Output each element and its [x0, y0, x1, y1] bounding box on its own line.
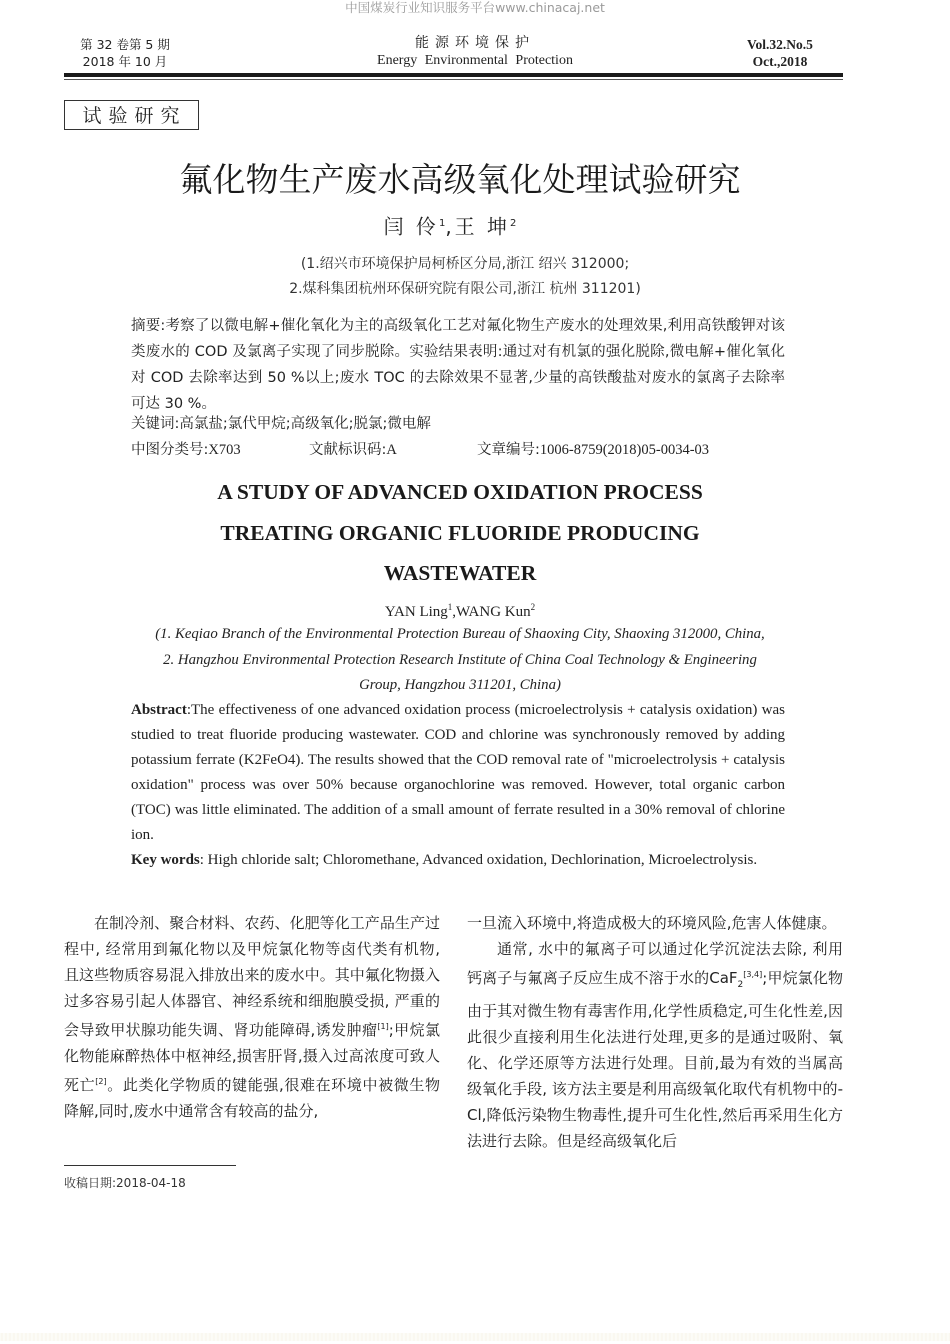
article-number — [477, 438, 709, 463]
doc-label: 文献标识码: — [309, 442, 387, 458]
body-text: ;甲烷氯化物由于其对微生物有毒害作用,化学性质稳定,可生化性差,因此很少直接利用生化法进行处理,更多的是通过吸附、氧化、化学还原等方法进行处理。目前,最为有效的当属高级氧化手段, 该方法主要是利用高级氧化取代有机物中的-Cl,降低污染物生物毒性,提升可生化性,然后再采用生化方法进行去除。但是经高级氧化后 — [467, 969, 844, 1150]
title-en-line: TREATING ORGANIC FLUORIDE PRODUCING — [220, 520, 700, 545]
affiliations-en: (1. Keqiao Branch of the Environmental Protection Bureau of Shaoxing City, Shaoxing 312000, China, 2. Hangzhou Environmental Protection Research Institute of China Coal Technology & Engineering Group, Hangzhou 311201, China) — [155, 626, 765, 693]
title-en-line: A STUDY OF ADVANCED OXIDATION PROCESS — [217, 480, 703, 504]
affiliation-line: (1.绍兴市环境保护局柯桥区分局,浙江 绍兴 312000; — [300, 256, 630, 272]
journal-name-en: Energy Environmental Protection — [377, 53, 573, 68]
authors-cn: 闫 伶$^1$,王 坤$^2$ — [383, 214, 517, 239]
keywords-en-label: Key words — [131, 852, 200, 868]
clc-label: 中图分类号: — [131, 442, 209, 458]
abstract-cn-text: 考察了以微电解+催化氧化为主的高级氧化工艺对氟化物生产废水的处理效果,利用高铁酸钾对该类废水的 COD 及氯离子实现了同步脱除。实验结果表明:通过对有机氯的强化脱除,微电解+催化氧化对 COD 去除率达到 50 %以上;废水 TOC 的去除效果不显著,少量的高铁酸盐对废水的氯离子去除率可达 30 %。 — [131, 318, 785, 412]
body-column-right — [467, 910, 843, 1154]
citation-ref[interactable]: [3,4] — [743, 970, 763, 979]
keywords-cn-text: 高氯盐;氯代甲烷;高级氧化;脱氯;微电解 — [179, 416, 431, 432]
author-name: 闫 伶 — [383, 214, 439, 239]
header-rule-thick — [64, 73, 843, 77]
clc-number — [131, 438, 241, 463]
abstract-en-text: :The effectiveness of one advanced oxidation process (microelectrolysis + catalysis oxidation) was studied to treat fluoride producing wastewater. COD and chlorine was synchronously removed by adding potassium ferrate (K2FeO4). The results showed that the COD removal rate of "microelectrolysis + catalysis oxidation" process was over 50% because organochlorine was removed. However, total organic carbon (TOC) was little eliminated. The addition of a small amount of ferrate resulted in a 30% removal of chlorine ion. — [131, 702, 785, 843]
author-affil-sup: 1 — [438, 218, 446, 229]
keywords-cn-label: 关键词: — [131, 416, 180, 432]
volume-cn: 第 32 卷第 5 期 — [80, 37, 170, 52]
author-affil-sup: 2 — [530, 602, 536, 612]
body-text: 在制冷剂、聚合材料、农药、化肥等化工产品生产过程中, 经常用到氟化物以及甲烷氯化物等卤代类有机物, 且这些物质容易混入排放出来的废水中。其中氟化物摄入过多容易引起人体器官、神经系统和细胞膜受损, 严重的会导致甲状腺功能失调、肾功能障碍,诱发肿瘤 — [64, 914, 440, 1039]
body-text: 通常, 水中的氟离子可以通过化学沉淀法去除, 利用钙离子与氟离子反应生成不溶于水的CaF — [467, 940, 843, 987]
abstract-cn-label: 摘要: — [131, 318, 166, 334]
article-value: 1006-8759(2018)05-0034-03 — [539, 442, 710, 458]
scan-edge-artifact — [0, 1333, 950, 1341]
citation-ref[interactable]: [1] — [377, 1022, 389, 1031]
keywords-cn — [131, 412, 785, 437]
body-text: 。此类化学物质的键能强,很难在环境中被微生物降解,同时,废水中通常含有较高的盐分, — [64, 1076, 440, 1120]
abstract-en-label: Abstract — [131, 702, 187, 718]
author-name: 王 坤 — [454, 214, 511, 239]
author-affil-sup: 2 — [510, 218, 517, 229]
authors-en: YAN Ling$^1$,WANG Kun$^2$ — [384, 602, 536, 620]
clc-value: X703 — [208, 442, 241, 458]
body-paragraph: 一旦流入环境中,将造成极大的环境风险,危害人体健康。 — [467, 914, 837, 932]
date-en: Oct.,2018 — [752, 54, 808, 69]
keywords-en-text: : High chloride salt; Chloromethane, Advanced oxidation, Dechlorination, Microelectrolysis. — [199, 852, 758, 868]
header-issue-cn — [70, 36, 180, 70]
affiliations-cn — [0, 252, 930, 302]
volume-en: Vol.32.No.5 — [747, 37, 813, 52]
title-en — [0, 472, 920, 594]
journal-name — [330, 34, 620, 69]
author-affil-sup: 1 — [447, 602, 453, 612]
subscript: 2 — [737, 980, 744, 990]
section-label: 试验研究 — [64, 100, 199, 130]
date-cn: 2018 年 10 月 — [82, 54, 168, 69]
abstract-en — [131, 698, 785, 848]
title-en-line: WASTEWATER — [383, 561, 537, 585]
author-name-en: WANG Kun — [456, 604, 531, 620]
abstract-cn — [131, 313, 785, 417]
body-paragraph — [64, 910, 440, 1124]
citation-ref[interactable]: [2] — [95, 1077, 107, 1086]
article-label: 文章编号: — [477, 442, 540, 458]
body-paragraph — [467, 936, 843, 1154]
journal-name-cn: 能源环境保护 — [415, 35, 535, 51]
affiliation-line: 2.煤科集团杭州环保研究院有限公司,浙江 杭州 311201) — [289, 281, 641, 297]
header-rule-thin — [64, 79, 843, 80]
body-column-left — [64, 910, 440, 1124]
document-code — [309, 438, 397, 463]
header-issue-en — [720, 36, 840, 70]
received-date-footnote: 收稿日期:2018-04-18 — [64, 1176, 186, 1190]
author-name-en: YAN Ling — [384, 604, 448, 620]
keywords-en — [131, 848, 785, 873]
doc-value: A — [386, 442, 397, 458]
title-cn: 氟化物生产废水高级氧化处理试验研究 — [179, 160, 741, 199]
watermark: 中国煤炭行业知识服务平台www.chinacaj.net — [345, 0, 605, 15]
footnote-rule — [64, 1165, 236, 1166]
body-text: ;甲烷氯化物能麻醉热体中枢神经,损害肝肾,摄入过高浓度可致人死亡 — [64, 1021, 440, 1094]
